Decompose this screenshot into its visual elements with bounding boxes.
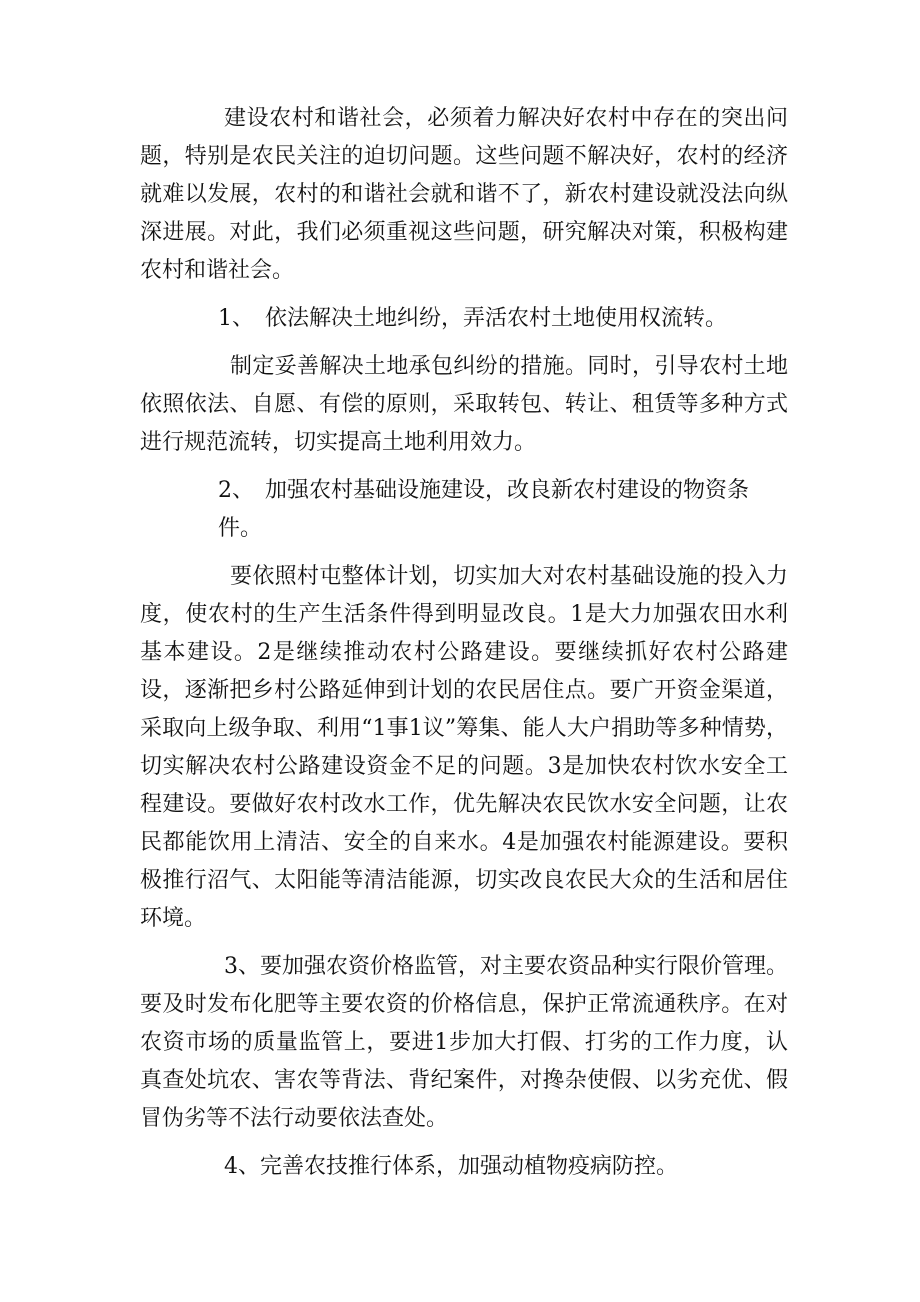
section-1-body: 制定妥善解决土地承包纠纷的措施。同时，引导农村土地依照依法、自愿、有偿的原则，采取转包、转让、租赁等多种方式进行规范流转，切实提高土地利用效力。 bbox=[140, 354, 788, 455]
section-3-paragraph: 3、要加强农资价格监管，对主要农资品种实行限价管理。要及时发布化肥等主要农资的价格信息，保护正常流通秩序。在对农资市场的质量监管上，要进1步加大打假、打劣的工作力度，认真查处坑农、害农等背法、背纪案件，对搀杂使假、以劣充优、假冒伪劣等不法行动要依法查处。 bbox=[140, 954, 788, 1131]
section-4-heading: 4、完善农技推行体系，加强动植物疫病防控。 bbox=[224, 1154, 678, 1179]
section-2-body: 要依照村屯整体计划，切实加大对农村基础设施的投入力度，使农村的生产生活条件得到明显改良。1是大力加强农田水利基本建设。2是继续推动农村公路建设。要继续抓好农村公路建设，逐渐把乡村公路延伸到计划的农民居住点。要广开资金渠道，采取向上级争取、利用“1事1议”筹集、能人大户捐助等多种情势，切实解决农村公路建设资金不足的问题。3是加快农村饮水安全工程建设。要做好农村改水工作，优先解决农民饮水安全问题，让农民都能饮用上清洁、安全的自来水。4是加强农村能源建设。要积极推行沼气、太阳能等清洁能源，切实改良农民大众的生活和居住环境。 bbox=[140, 564, 788, 931]
document-body bbox=[140, 100, 788, 1196]
section-1-heading: 1、 依法解决土地纠纷，弄活农村土地使用权流转。 bbox=[218, 306, 727, 331]
intro-paragraph: 建设农村和谐社会，必须着力解决好农村中存在的突出问题，特别是农民关注的迫切问题。这些问题不解决好，农村的经济就难以发展，农村的和谐社会就和谐不了，新农村建设就没法向纵深进展。对此，我们必须重视这些问题，研究解决对策，积极构建农村和谐社会。 bbox=[140, 106, 788, 283]
section-2-heading: 2、 加强农村基础设施建设，改良新农村建设的物资条件。 bbox=[218, 478, 749, 541]
